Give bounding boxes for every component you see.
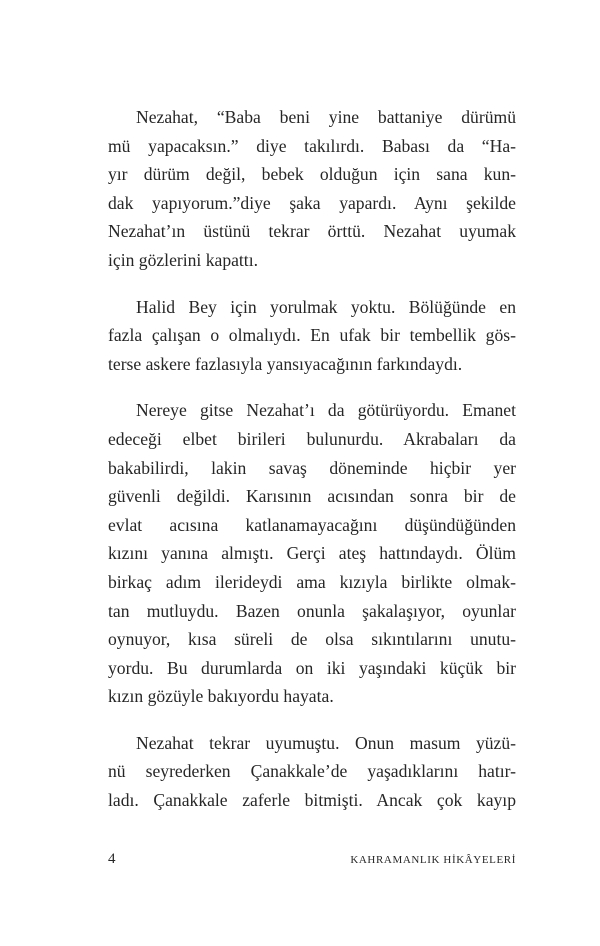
- paragraph-3: [108, 396, 516, 711]
- text-line: dak yapıyorum.”diye şaka yapardı. Aynı şekilde: [108, 192, 516, 213]
- text-line: güvenli değildi. Karısının acısından sonra bir de: [108, 486, 516, 507]
- text-line: kızını yanına almıştı. Gerçi ateş hattındaydı. Ölüm: [108, 543, 516, 564]
- text-line: tan mutluydu. Bazen onunla şakalaşıyor, oyunlar: [108, 600, 516, 621]
- text-line: Halid Bey için yorulmak yoktu. Bölüğünde en: [136, 296, 516, 317]
- text-line: Nezahat, “Baba beni yine battaniye dürümü: [136, 107, 516, 127]
- text-line: için gözlerini kapattı.: [108, 249, 258, 270]
- text-line: terse askere fazlasıyla yansıyacağının farkındaydı.: [108, 353, 463, 374]
- page-footer: [108, 851, 516, 873]
- text-line: mü yapacaksın.” diye takılırdı. Babası da “Ha-: [108, 135, 516, 156]
- text-line: fazla çalışan o olmalıydı. En ufak bir tembellik gös-: [108, 325, 516, 346]
- text-line: nü seyrederken Çanakkale’de yaşadıklarını hatır-: [108, 761, 516, 782]
- text-line: bakabilirdi, lakin savaş döneminde hiçbir yer: [108, 457, 516, 478]
- text-line: birkaç adım ilerideydi ama kızıyla birlikte olmak-: [108, 571, 516, 592]
- body-text: [108, 103, 516, 815]
- text-line: Nezahat tekrar uyumuştu. Onun masum yüzü-: [136, 732, 516, 753]
- running-title: KAHRAMANLIK HİKÂYELERİ: [350, 854, 516, 866]
- paragraph-4: [108, 729, 516, 815]
- paragraph-2: [108, 293, 516, 379]
- text-line: ladı. Çanakkale zaferle bitmişti. Ancak çok kayıp: [108, 790, 516, 811]
- text-line: Nezahat’ın üstünü tekrar örttü. Nezahat uyumak: [108, 221, 516, 242]
- page-number: 4: [108, 851, 116, 867]
- paragraph-1: [108, 103, 516, 275]
- text-line: yır dürüm değil, bebek olduğun için sana kun-: [108, 164, 516, 185]
- text-line: yordu. Bu durumlarda on iki yaşındaki küçük bir: [108, 657, 516, 678]
- text-line: Nereye gitse Nezahat’ı da götürüyordu. Emanet: [136, 400, 516, 421]
- text-line: kızın gözüyle bakıyordu hayata.: [108, 686, 334, 707]
- text-line: evlat acısına katlanamayacağını düşündüğünden: [108, 514, 516, 535]
- text-line: oynuyor, kısa süreli de olsa sıkıntılarını unutu-: [108, 629, 516, 650]
- text-line: edeceği elbet birileri bulunurdu. Akrabaları da: [108, 428, 516, 449]
